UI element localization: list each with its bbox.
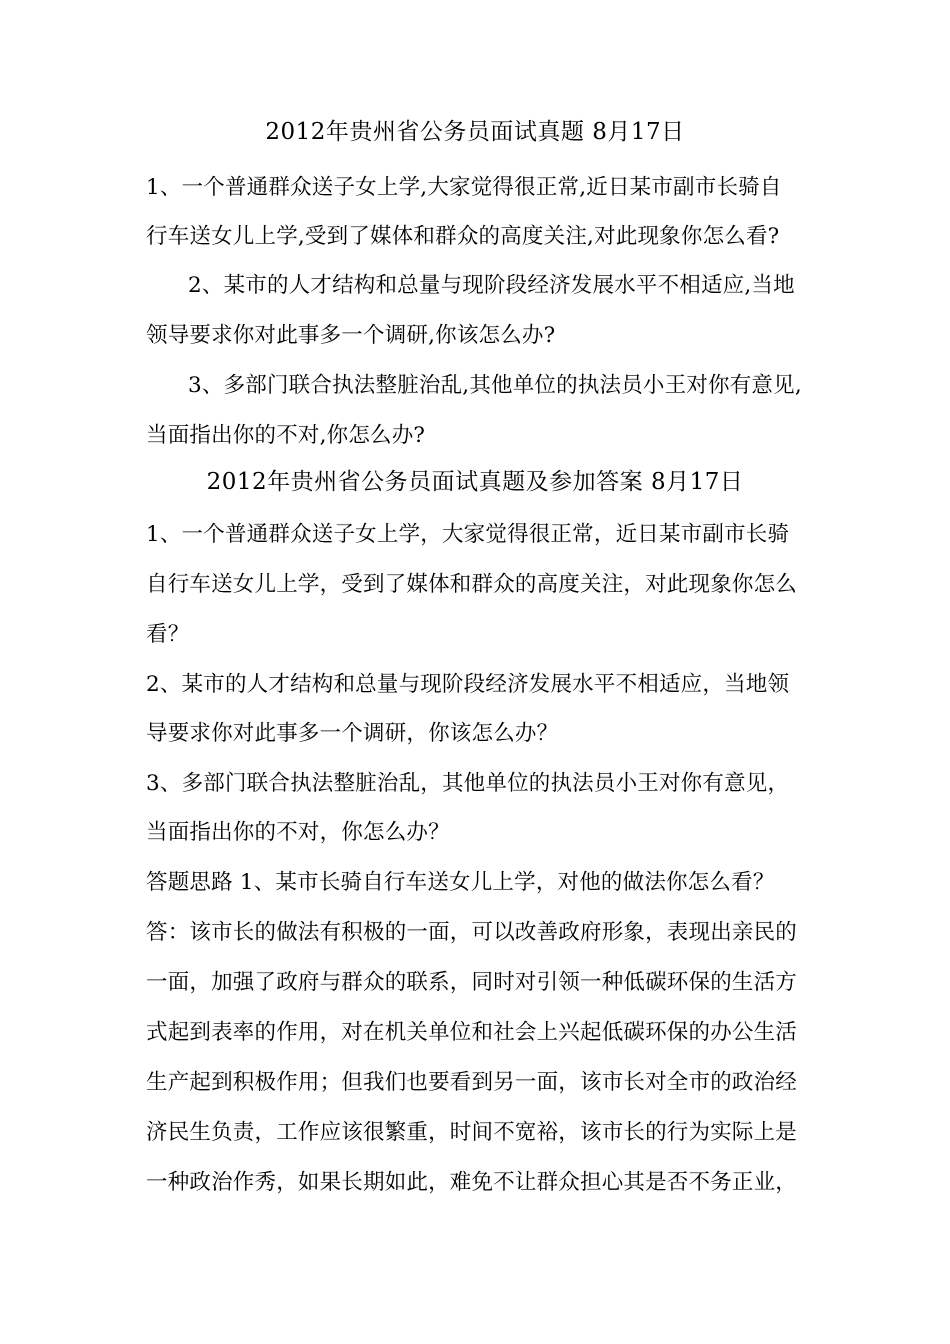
answer-paragraph-line-5: 济民生负责，工作应该很繁重，时间不宽裕，该市长的行为实际上是 bbox=[146, 1120, 798, 1145]
answer-paragraph-line-1: 答：该市长的做法有积极的一面，可以改善政府形象，表现出亲民的 bbox=[146, 920, 798, 945]
question-1-line-1: 1、一个普通群众送子女上学,大家觉得很正常,近日某市副市长骑自 bbox=[146, 175, 782, 200]
answer-question-1-line-2: 自行车送女儿上学，受到了媒体和群众的高度关注，对此现象你怎么 bbox=[146, 572, 798, 597]
answer-paragraph-line-3: 式起到表率的作用，对在机关单位和社会上兴起低碳环保的办公生活 bbox=[146, 1020, 798, 1045]
answer-paragraph-line-6: 一种政治作秀，如果长期如此，难免不让群众担心其是否不务正业， bbox=[146, 1170, 798, 1195]
answer-question-1-line-3: 看？ bbox=[146, 622, 190, 647]
question-3-line-1: 3、多部门联合执法整脏治乱,其他单位的执法员小王对你有意见, bbox=[188, 373, 802, 398]
answer-question-2-line-1: 2、某市的人才结构和总量与现阶段经济发展水平不相适应，当地领 bbox=[146, 672, 790, 697]
page-title: 2012年贵州省公务员面试真题 8月17日 bbox=[265, 119, 685, 145]
answer-paragraph-line-2: 一面，加强了政府与群众的联系，同时对引领一种低碳环保的生活方 bbox=[146, 970, 798, 995]
answer-approach-heading: 答题思路 1、某市长骑自行车送女儿上学，对他的做法你怎么看？ bbox=[146, 870, 775, 895]
answer-question-1-line-1: 1、一个普通群众送子女上学，大家觉得很正常，近日某市副市长骑 bbox=[146, 522, 790, 547]
question-2-line-1: 2、某市的人才结构和总量与现阶段经济发展水平不相适应,当地 bbox=[188, 273, 795, 298]
section-title: 2012年贵州省公务员面试真题及参加答案 8月17日 bbox=[206, 469, 744, 495]
question-2-line-2: 领导要求你对此事多一个调研,你该怎么办? bbox=[146, 323, 556, 348]
answer-question-3-line-1: 3、多部门联合执法整脏治乱，其他单位的执法员小王对你有意见， bbox=[146, 771, 790, 796]
answer-paragraph-line-4: 生产起到积极作用；但我们也要看到另一面，该市长对全市的政治经 bbox=[146, 1070, 798, 1095]
question-3-line-2: 当面指出你的不对,你怎么办? bbox=[146, 423, 426, 448]
question-1-line-2: 行车送女儿上学,受到了媒体和群众的高度关注,对此现象你怎么看? bbox=[146, 224, 780, 249]
answer-question-2-line-2: 导要求你对此事多一个调研，你该怎么办？ bbox=[146, 721, 559, 746]
answer-question-3-line-2: 当面指出你的不对，你怎么办？ bbox=[146, 820, 450, 845]
